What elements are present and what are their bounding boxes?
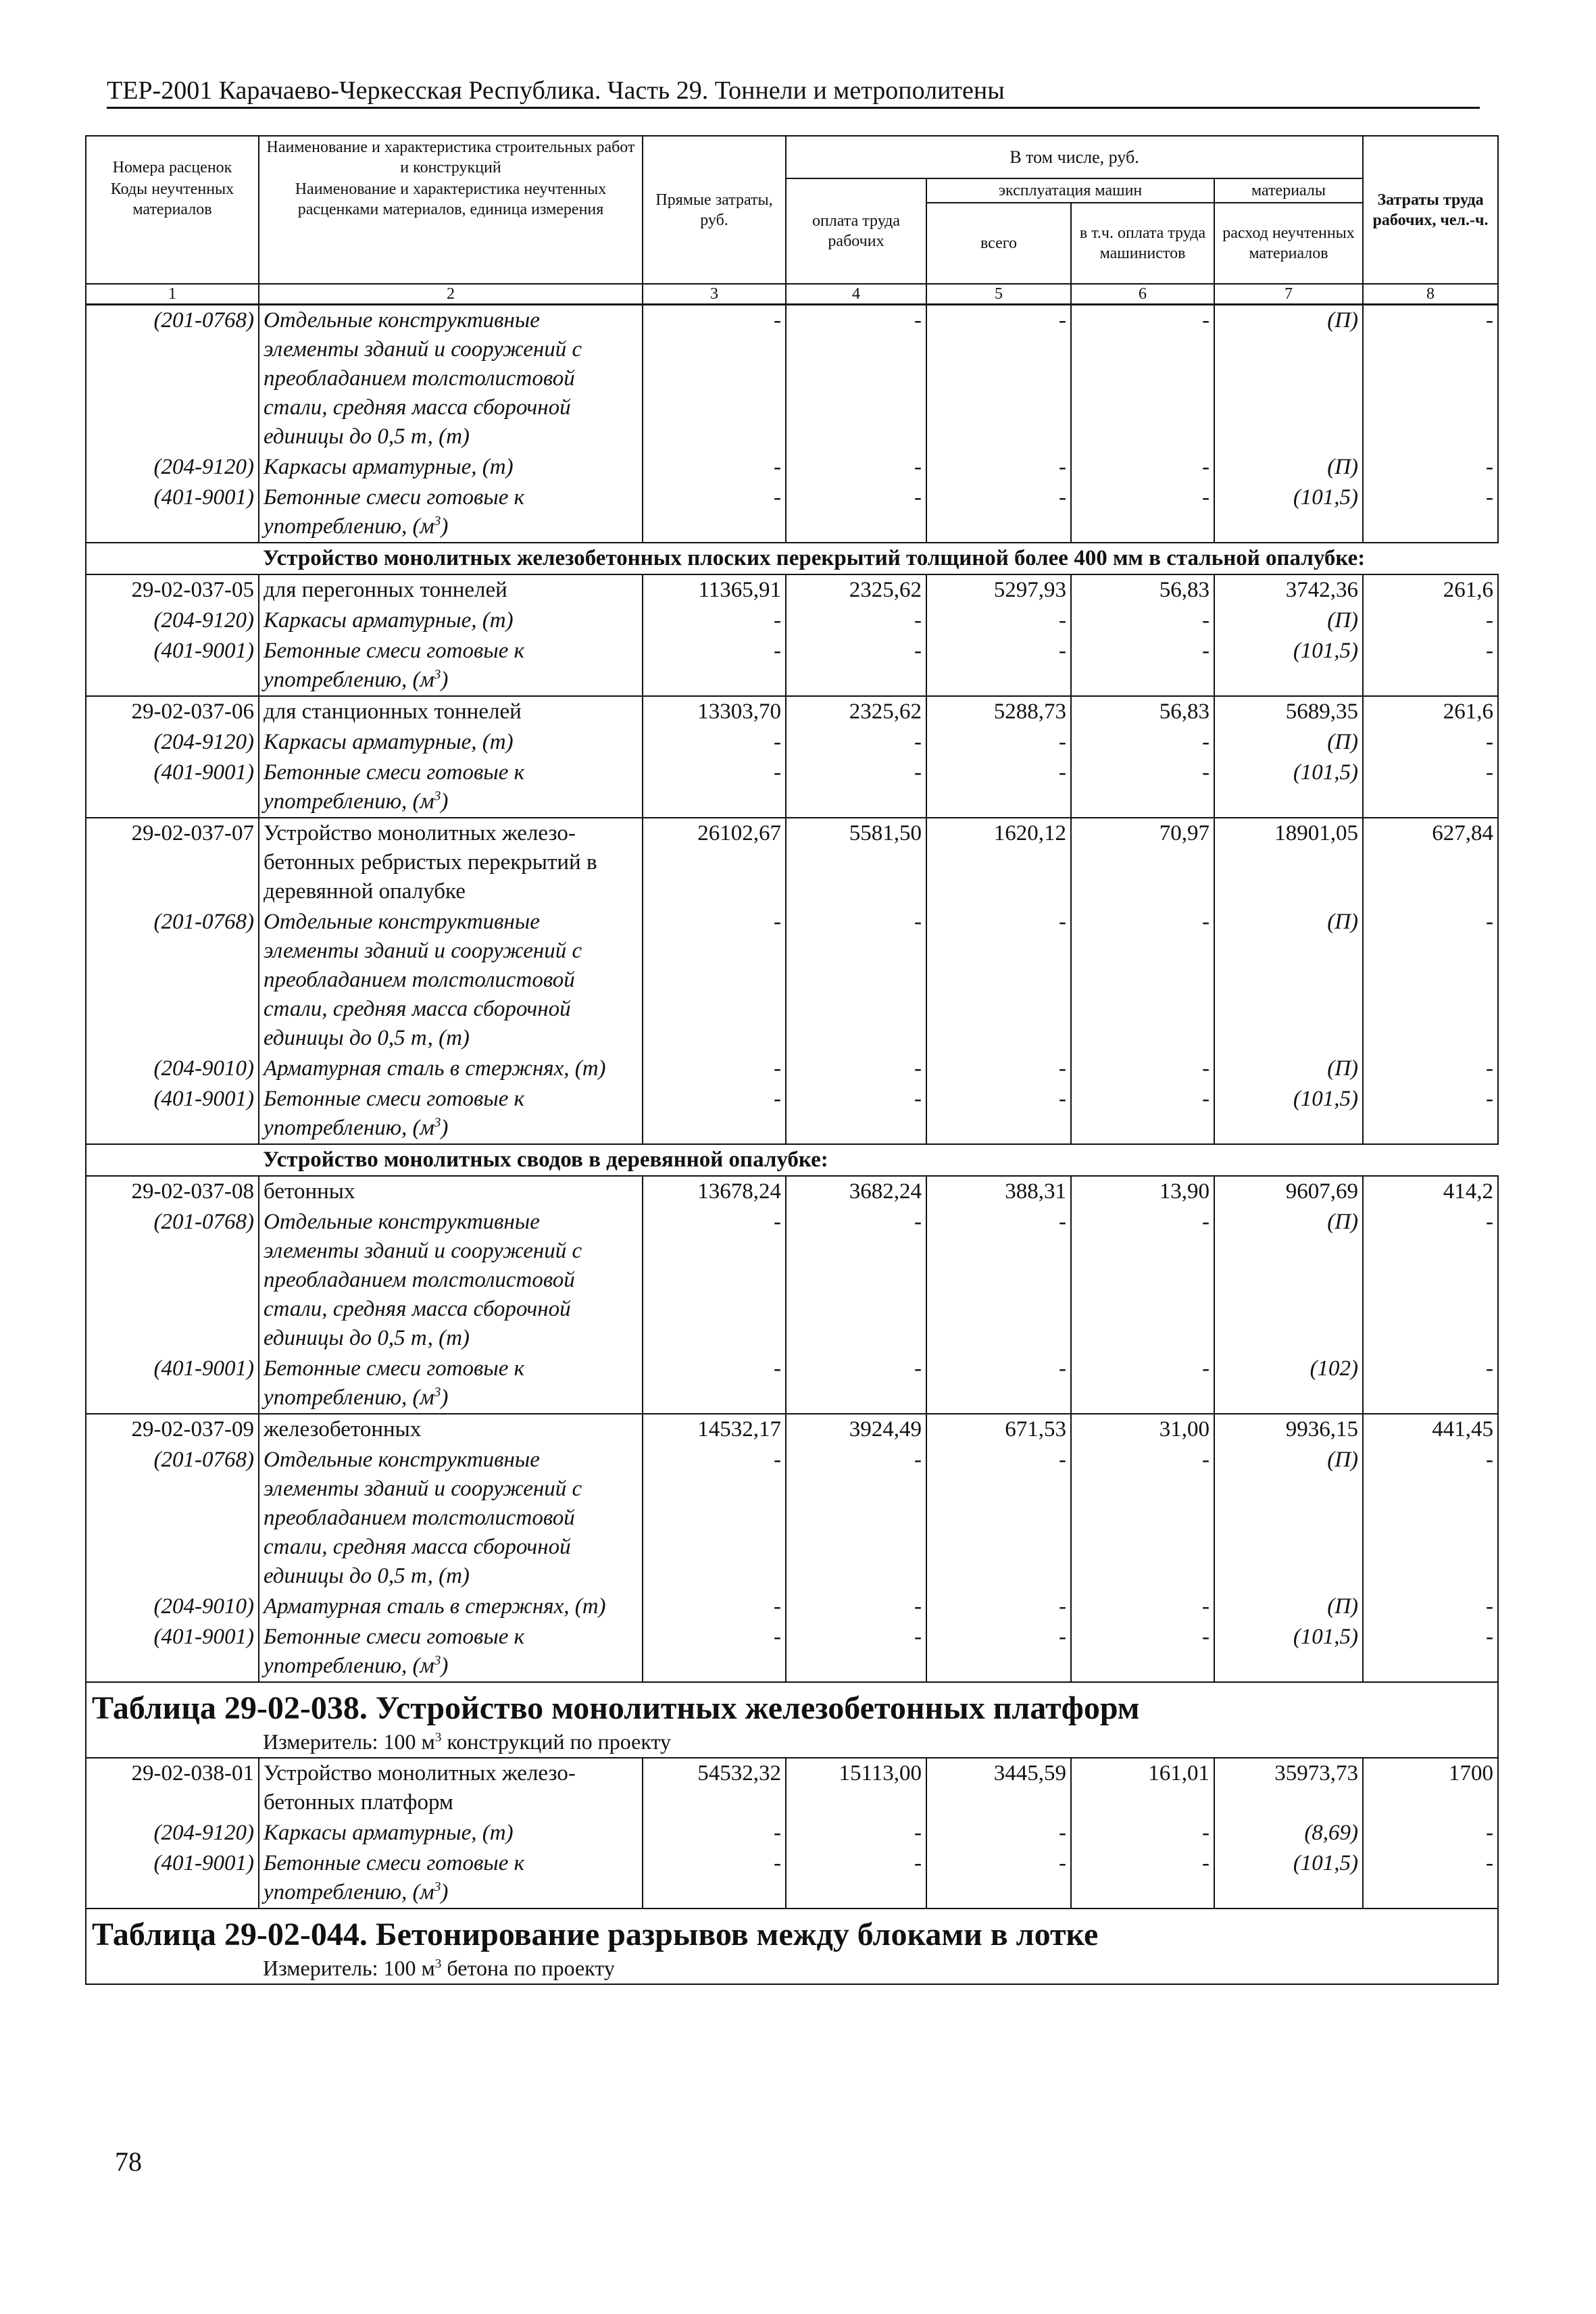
cell-col-3: - <box>643 1354 786 1414</box>
cell-col-6: - <box>1071 1354 1214 1414</box>
rates-table <box>85 135 1499 1985</box>
cell-col-8: 441,45 <box>1363 1414 1498 1445</box>
cell-col-5: - <box>926 758 1071 818</box>
cell-name: Отдельные конструктивные элементы зданий и сооружений с преобладанием толстолистовой стали, средняя масса сборочной единицы до 0,5 т, (т) <box>259 1207 643 1354</box>
material-row <box>86 1084 1498 1144</box>
materials-group-label: материалы <box>1214 178 1363 203</box>
col-8-label: Затраты труда рабочих, чел.-ч. <box>1363 136 1498 284</box>
material-row <box>86 305 1498 453</box>
material-row <box>86 1622 1498 1682</box>
cell-col-6: - <box>1071 483 1214 543</box>
cell-code: (204-9010) <box>86 1054 259 1084</box>
cell-col-7: (П) <box>1214 1054 1363 1084</box>
cell-col-7: (П) <box>1214 606 1363 636</box>
measure-text: Измеритель: 100 $м^3$ конструкций по проекту <box>259 1727 1498 1758</box>
cell-col-4: - <box>786 636 926 696</box>
cell-code: 29-02-037-08 <box>86 1176 259 1207</box>
cell-col-4: - <box>786 305 926 453</box>
header-rule <box>107 107 1480 109</box>
cell-col-4: - <box>786 907 926 1054</box>
column-numbers-row <box>86 284 1498 305</box>
cell-col-8: 261,6 <box>1363 574 1498 606</box>
cell-name: Устройство монолитных железо-бетонных платформ <box>259 1758 643 1818</box>
col-6-label: в т.ч. оплата труда машинистов <box>1071 203 1214 284</box>
cell-col-7: (101,5) <box>1214 483 1363 543</box>
cell-col-3: 14532,17 <box>643 1414 786 1445</box>
material-row <box>86 1818 1498 1848</box>
cell-name: железобетонных <box>259 1414 643 1445</box>
cell-col-6: - <box>1071 727 1214 758</box>
cell-name: Отдельные конструктивные элементы зданий и сооружений с преобладанием толстолистовой стали, средняя масса сборочной единицы до 0,5 т, (т) <box>259 305 643 453</box>
rate-row <box>86 1414 1498 1445</box>
col-num-8: 8 <box>1363 284 1498 305</box>
rate-row <box>86 1176 1498 1207</box>
cell-col-6: 70,97 <box>1071 818 1214 907</box>
cell-col-4: - <box>786 1354 926 1414</box>
cell-col-3: 54532,32 <box>643 1758 786 1818</box>
cell-col-6: - <box>1071 1818 1214 1848</box>
cell-col-5: - <box>926 1207 1071 1354</box>
cell-col-3: 13303,70 <box>643 696 786 727</box>
cell-col-7: 35973,73 <box>1214 1758 1363 1818</box>
col-num-4: 4 <box>786 284 926 305</box>
cell-col-6: - <box>1071 636 1214 696</box>
page-number: 78 <box>115 2146 142 2177</box>
cell-col-5: - <box>926 483 1071 543</box>
cell-col-4: 5581,50 <box>786 818 926 907</box>
cell-col-4: - <box>786 1084 926 1144</box>
material-row <box>86 636 1498 696</box>
col-num-1: 1 <box>86 284 259 305</box>
cell-col-7: (101,5) <box>1214 1084 1363 1144</box>
cell-col-3: - <box>643 1207 786 1354</box>
cell-col-6: 56,83 <box>1071 574 1214 606</box>
measure-row <box>86 1953 1498 1984</box>
cell-name: Арматурная сталь в стержнях, (т) <box>259 1054 643 1084</box>
cell-col-4: 15113,00 <box>786 1758 926 1818</box>
cell-code: 29-02-038-01 <box>86 1758 259 1818</box>
cell-col-3: - <box>643 1622 786 1682</box>
cell-name: Каркасы арматурные, (т) <box>259 727 643 758</box>
cell-col-4: 2325,62 <box>786 696 926 727</box>
cell-col-3: - <box>643 907 786 1054</box>
col-5-label: всего <box>926 203 1071 284</box>
cell-col-5: - <box>926 1592 1071 1622</box>
cell-code: 29-02-037-07 <box>86 818 259 907</box>
cell-col-5: 5288,73 <box>926 696 1071 727</box>
cell-col-6: 56,83 <box>1071 696 1214 727</box>
rate-row <box>86 818 1498 907</box>
cell-col-8: 1700 <box>1363 1758 1498 1818</box>
material-row <box>86 1592 1498 1622</box>
cell-name: Бетонные смеси готовые к употреблению, $(м^3)$ <box>259 636 643 696</box>
cell-col-7: (101,5) <box>1214 1622 1363 1682</box>
cell-col-6: - <box>1071 452 1214 483</box>
cell-col-7: 3742,36 <box>1214 574 1363 606</box>
cell-col-6: - <box>1071 1445 1214 1592</box>
cell-name: для станционных тоннелей <box>259 696 643 727</box>
table-title-row <box>86 1909 1498 1953</box>
cell-col-6: - <box>1071 1084 1214 1144</box>
cell-col-6: - <box>1071 1207 1214 1354</box>
cell-col-8: - <box>1363 1622 1498 1682</box>
cell-col-4: - <box>786 1207 926 1354</box>
cell-col-8: - <box>1363 758 1498 818</box>
cell-col-5: - <box>926 727 1071 758</box>
cell-col-3: - <box>643 452 786 483</box>
cell-name: бетонных <box>259 1176 643 1207</box>
cell-col-6: - <box>1071 1054 1214 1084</box>
cell-col-8: - <box>1363 1818 1498 1848</box>
cell-code: (401-9001) <box>86 1354 259 1414</box>
col-num-2: 2 <box>259 284 643 305</box>
cell-code: 29-02-037-05 <box>86 574 259 606</box>
cell-col-3: - <box>643 305 786 453</box>
rate-row <box>86 696 1498 727</box>
cell-name: Бетонные смеси готовые к употреблению, $(м^3)$ <box>259 483 643 543</box>
cell-col-4: - <box>786 483 926 543</box>
cell-name: Отдельные конструктивные элементы зданий и сооружений с преобладанием толстолистовой стали, средняя масса сборочной единицы до 0,5 т, (т) <box>259 907 643 1054</box>
cell-col-7: (8,69) <box>1214 1818 1363 1848</box>
cell-col-8: - <box>1363 907 1498 1054</box>
table-title: Таблица 29-02-038. Устройство монолитных железобетонных платформ <box>86 1682 1498 1727</box>
cell-col-3: 26102,67 <box>643 818 786 907</box>
cell-name: Бетонные смеси готовые к употреблению, $(м^3)$ <box>259 1848 643 1909</box>
cell-code: (401-9001) <box>86 758 259 818</box>
material-row <box>86 758 1498 818</box>
col-2-top-label: Наименование и характеристика строительных работ и конструкций <box>259 136 643 178</box>
material-row <box>86 606 1498 636</box>
cell-col-3: 13678,24 <box>643 1176 786 1207</box>
cell-col-8: 627,84 <box>1363 818 1498 907</box>
cell-col-5: - <box>926 636 1071 696</box>
cell-col-5: - <box>926 1622 1071 1682</box>
cell-name: Бетонные смеси готовые к употреблению, $(м^3)$ <box>259 1084 643 1144</box>
cell-col-7: (П) <box>1214 305 1363 453</box>
cell-code: (201-0768) <box>86 305 259 453</box>
cell-col-7: 9936,15 <box>1214 1414 1363 1445</box>
cell-col-8: - <box>1363 1084 1498 1144</box>
cell-col-7: (П) <box>1214 452 1363 483</box>
cell-col-8: - <box>1363 606 1498 636</box>
cell-col-8: - <box>1363 1207 1498 1354</box>
col-num-5: 5 <box>926 284 1071 305</box>
col-1-top-label: Номера расценок <box>86 136 259 178</box>
cell-col-7: (П) <box>1214 1445 1363 1592</box>
material-row <box>86 483 1498 543</box>
cell-col-5: - <box>926 1084 1071 1144</box>
material-row <box>86 1445 1498 1592</box>
cell-col-5: - <box>926 452 1071 483</box>
section-spacer <box>86 1144 259 1176</box>
cell-col-8: - <box>1363 1848 1498 1909</box>
cell-code: (201-0768) <box>86 907 259 1054</box>
col-2-bottom-label: Наименование и характеристика неучтенных расценками материалов, единица измерения <box>259 178 643 284</box>
cell-col-4: - <box>786 1054 926 1084</box>
cell-col-3: - <box>643 1445 786 1592</box>
incl-group-label: В том числе, руб. <box>786 136 1363 178</box>
material-row <box>86 1207 1498 1354</box>
cell-col-8: - <box>1363 305 1498 453</box>
cell-code: (401-9001) <box>86 636 259 696</box>
col-3-label: Прямые затраты, руб. <box>643 136 786 284</box>
cell-col-8: - <box>1363 727 1498 758</box>
cell-name: Каркасы арматурные, (т) <box>259 1818 643 1848</box>
cell-col-5: 671,53 <box>926 1414 1071 1445</box>
cell-col-6: 161,01 <box>1071 1758 1214 1818</box>
cell-name: Бетонные смеси готовые к употреблению, $(м^3)$ <box>259 1354 643 1414</box>
cell-col-3: - <box>643 483 786 543</box>
table-title-row <box>86 1682 1498 1727</box>
cell-col-3: - <box>643 727 786 758</box>
cell-name: Каркасы арматурные, (т) <box>259 452 643 483</box>
measure-row <box>86 1727 1498 1758</box>
col-num-6: 6 <box>1071 284 1214 305</box>
cell-col-4: - <box>786 1445 926 1592</box>
cell-name: Арматурная сталь в стержнях, (т) <box>259 1592 643 1622</box>
cell-col-6: 13,90 <box>1071 1176 1214 1207</box>
rate-row <box>86 1758 1498 1818</box>
col-1-bottom-label: Коды неучтенных материалов <box>86 178 259 284</box>
cell-col-7: 9607,69 <box>1214 1176 1363 1207</box>
col-7-label: расход неучтенных материалов <box>1214 203 1363 284</box>
cell-col-5: 388,31 <box>926 1176 1071 1207</box>
col-num-7: 7 <box>1214 284 1363 305</box>
cell-col-6: - <box>1071 758 1214 818</box>
cell-col-5: 3445,59 <box>926 1758 1071 1818</box>
cell-col-5: - <box>926 1848 1071 1909</box>
machines-group-label: эксплуатация машин <box>926 178 1214 203</box>
cell-col-6: - <box>1071 305 1214 453</box>
cell-col-3: - <box>643 606 786 636</box>
measure-spacer <box>86 1727 259 1758</box>
table-title: Таблица 29-02-044. Бетонирование разрывов между блоками в лотке <box>86 1909 1498 1953</box>
cell-col-3: 11365,91 <box>643 574 786 606</box>
section-heading-row <box>86 1144 1498 1176</box>
cell-col-8: - <box>1363 636 1498 696</box>
cell-name: Каркасы арматурные, (т) <box>259 606 643 636</box>
cell-code: (204-9120) <box>86 727 259 758</box>
table-header <box>86 136 1498 305</box>
cell-col-5: - <box>926 1818 1071 1848</box>
cell-name: Устройство монолитных железо-бетонных ребристых перекрытий в деревянной опалубке <box>259 818 643 907</box>
cell-col-3: - <box>643 1084 786 1144</box>
cell-col-5: - <box>926 1445 1071 1592</box>
cell-col-4: - <box>786 758 926 818</box>
cell-col-4: - <box>786 1622 926 1682</box>
cell-col-6: - <box>1071 606 1214 636</box>
cell-col-4: 2325,62 <box>786 574 926 606</box>
rate-row <box>86 574 1498 606</box>
cell-code: (401-9001) <box>86 483 259 543</box>
cell-col-8: - <box>1363 483 1498 543</box>
cell-col-7: (П) <box>1214 1207 1363 1354</box>
measure-spacer <box>86 1953 259 1984</box>
cell-col-7: 5689,35 <box>1214 696 1363 727</box>
cell-code: (204-9120) <box>86 1818 259 1848</box>
cell-col-7: (101,5) <box>1214 1848 1363 1909</box>
material-row <box>86 452 1498 483</box>
page-header: ТЕР-2001 Карачаево-Черкесская Республика. Часть 29. Тоннели и метрополитены <box>107 76 1005 105</box>
cell-name: Бетонные смеси готовые к употреблению, $(м^3)$ <box>259 758 643 818</box>
material-row <box>86 1848 1498 1909</box>
cell-col-7: (101,5) <box>1214 636 1363 696</box>
cell-col-6: - <box>1071 1622 1214 1682</box>
section-spacer <box>86 543 259 574</box>
cell-col-4: 3682,24 <box>786 1176 926 1207</box>
cell-code: (204-9120) <box>86 606 259 636</box>
cell-code: (204-9120) <box>86 452 259 483</box>
cell-col-5: 1620,12 <box>926 818 1071 907</box>
cell-col-5: - <box>926 305 1071 453</box>
material-row <box>86 1054 1498 1084</box>
cell-code: 29-02-037-06 <box>86 696 259 727</box>
cell-code: (201-0768) <box>86 1445 259 1592</box>
cell-col-8: - <box>1363 1592 1498 1622</box>
cell-col-7: (101,5) <box>1214 758 1363 818</box>
cell-code: (204-9010) <box>86 1592 259 1622</box>
cell-col-6: 31,00 <box>1071 1414 1214 1445</box>
material-row <box>86 727 1498 758</box>
cell-col-4: - <box>786 1848 926 1909</box>
table-body <box>86 305 1498 1985</box>
cell-col-8: - <box>1363 1054 1498 1084</box>
cell-col-8: 414,2 <box>1363 1176 1498 1207</box>
cell-col-3: - <box>643 758 786 818</box>
cell-col-4: - <box>786 1592 926 1622</box>
cell-col-7: (П) <box>1214 1592 1363 1622</box>
cell-col-5: - <box>926 606 1071 636</box>
cell-col-4: - <box>786 1818 926 1848</box>
cell-name: Отдельные конструктивные элементы зданий и сооружений с преобладанием толстолистовой стали, средняя масса сборочной единицы до 0,5 т, (т) <box>259 1445 643 1592</box>
cell-col-7: 18901,05 <box>1214 818 1363 907</box>
cell-col-5: - <box>926 1354 1071 1414</box>
cell-code: (201-0768) <box>86 1207 259 1354</box>
cell-code: (401-9001) <box>86 1084 259 1144</box>
cell-col-6: - <box>1071 1592 1214 1622</box>
cell-col-4: - <box>786 727 926 758</box>
cell-col-8: - <box>1363 452 1498 483</box>
material-row <box>86 1354 1498 1414</box>
cell-col-4: - <box>786 452 926 483</box>
cell-code: 29-02-037-09 <box>86 1414 259 1445</box>
cell-col-3: - <box>643 1592 786 1622</box>
cell-col-7: (П) <box>1214 907 1363 1054</box>
cell-col-3: - <box>643 1848 786 1909</box>
cell-name: Бетонные смеси готовые к употреблению, $(м^3)$ <box>259 1622 643 1682</box>
cell-col-5: - <box>926 1054 1071 1084</box>
cell-col-5: - <box>926 907 1071 1054</box>
section-heading: Устройство монолитных сводов в деревянной опалубке: <box>259 1144 1498 1176</box>
cell-col-4: - <box>786 606 926 636</box>
cell-col-8: 261,6 <box>1363 696 1498 727</box>
cell-col-3: - <box>643 1054 786 1084</box>
cell-code: (401-9001) <box>86 1848 259 1909</box>
cell-code: (401-9001) <box>86 1622 259 1682</box>
cell-col-8: - <box>1363 1354 1498 1414</box>
section-heading: Устройство монолитных железобетонных плоских перекрытий толщиной более 400 мм в стальной опалубке: <box>259 543 1498 574</box>
cell-col-8: - <box>1363 1445 1498 1592</box>
measure-text: Измеритель: 100 $м^3$ бетона по проекту <box>259 1953 1498 1984</box>
material-row <box>86 907 1498 1054</box>
cell-col-6: - <box>1071 1848 1214 1909</box>
cell-col-7: (102) <box>1214 1354 1363 1414</box>
cell-col-6: - <box>1071 907 1214 1054</box>
cell-name: для перегонных тоннелей <box>259 574 643 606</box>
cell-col-7: (П) <box>1214 727 1363 758</box>
cell-col-3: - <box>643 636 786 696</box>
cell-col-3: - <box>643 1818 786 1848</box>
col-num-3: 3 <box>643 284 786 305</box>
section-heading-row <box>86 543 1498 574</box>
cell-col-5: 5297,93 <box>926 574 1071 606</box>
col-4-label: оплата труда рабочих <box>786 178 926 284</box>
cell-col-4: 3924,49 <box>786 1414 926 1445</box>
